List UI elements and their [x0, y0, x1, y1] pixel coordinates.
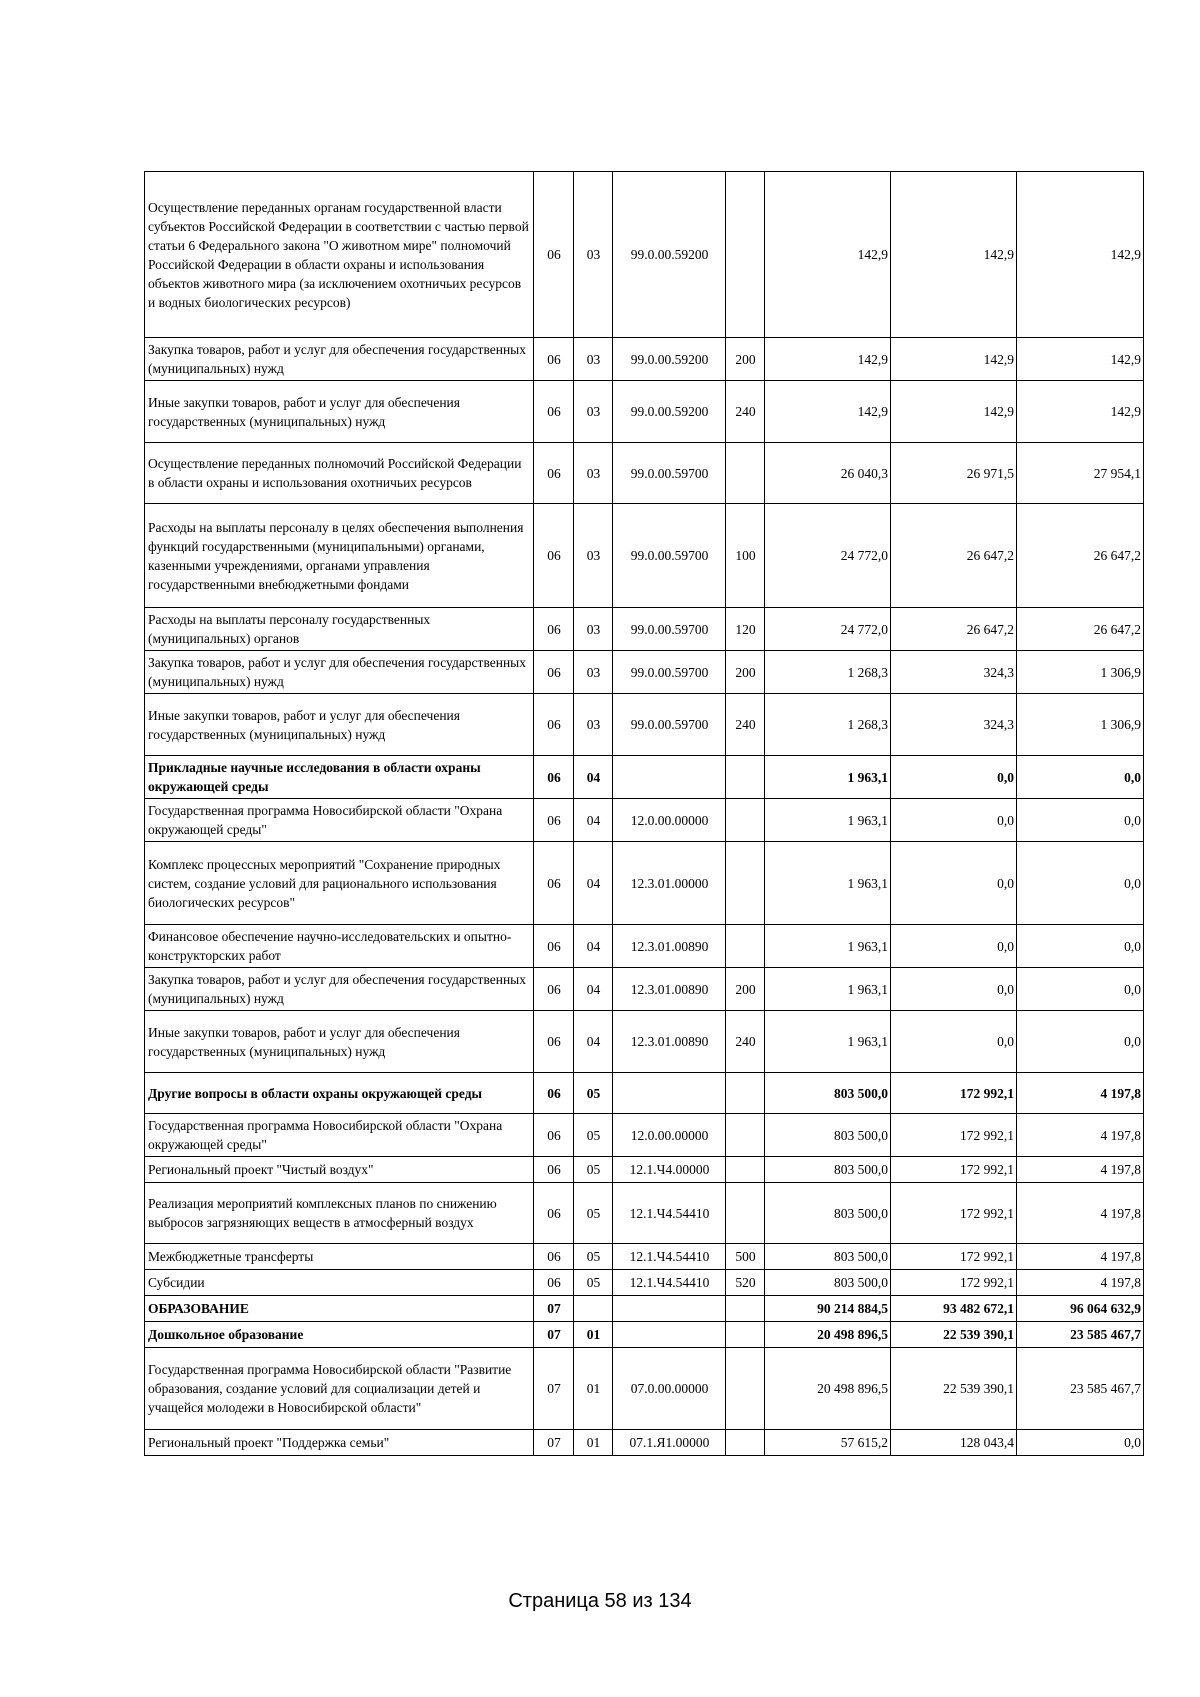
amount-year-2: 324,3	[891, 694, 1017, 756]
amount-year-1: 1 963,1	[765, 968, 891, 1011]
expense-type-code: 200	[726, 338, 765, 381]
section-code: 06	[534, 842, 574, 925]
section-code: 07	[534, 1430, 574, 1456]
target-article-code: 12.3.01.00890	[613, 925, 726, 968]
table-row	[145, 842, 1144, 925]
subsection-code: 04	[574, 756, 613, 799]
table-row	[145, 925, 1144, 968]
amount-year-2: 172 992,1	[891, 1270, 1017, 1296]
section-code: 07	[534, 1348, 574, 1430]
amount-year-3: 26 647,2	[1017, 608, 1144, 651]
row-name: Финансовое обеспечение научно-исследовательских и опытно-конструкторских работ	[145, 925, 534, 968]
row-name: Иные закупки товаров, работ и услуг для обеспечения государственных (муниципальных) нужд	[145, 694, 534, 756]
subsection-code: 05	[574, 1270, 613, 1296]
table-body	[145, 172, 1144, 1456]
row-name: Осуществление переданных органам государственной власти субъектов Российской Федерации в соответствии с частью первой статьи 6 Федерального закона "О животном мире" полномочий Российской Федерации в области охраны и использования объектов животного мира (за исключением охотничьих ресурсов и водных биологических ресурсов)	[145, 172, 534, 338]
section-code: 06	[534, 504, 574, 608]
subsection-code: 03	[574, 172, 613, 338]
amount-year-1: 1 963,1	[765, 1011, 891, 1073]
section-code: 07	[534, 1296, 574, 1322]
amount-year-1: 1 963,1	[765, 925, 891, 968]
subsection-code: 01	[574, 1348, 613, 1430]
row-name: Региональный проект "Чистый воздух"	[145, 1157, 534, 1183]
target-article-code	[613, 1073, 726, 1114]
row-name: Реализация мероприятий комплексных планов по снижению выбросов загрязняющих веществ в атмосферный воздух	[145, 1183, 534, 1244]
table-row	[145, 756, 1144, 799]
amount-year-2: 22 539 390,1	[891, 1322, 1017, 1348]
amount-year-3: 4 197,8	[1017, 1073, 1144, 1114]
expense-type-code: 120	[726, 608, 765, 651]
table-row	[145, 694, 1144, 756]
amount-year-2: 0,0	[891, 799, 1017, 842]
subsection-code: 03	[574, 443, 613, 504]
amount-year-1: 803 500,0	[765, 1114, 891, 1157]
target-article-code: 12.0.00.00000	[613, 1114, 726, 1157]
amount-year-2: 142,9	[891, 381, 1017, 443]
amount-year-2: 0,0	[891, 1011, 1017, 1073]
target-article-code: 12.1.Ч4.00000	[613, 1157, 726, 1183]
amount-year-2: 172 992,1	[891, 1114, 1017, 1157]
section-code: 06	[534, 694, 574, 756]
section-code: 06	[534, 443, 574, 504]
amount-year-3: 1 306,9	[1017, 651, 1144, 694]
row-name: Закупка товаров, работ и услуг для обеспечения государственных (муниципальных) нужд	[145, 338, 534, 381]
expense-type-code: 240	[726, 694, 765, 756]
amount-year-3: 96 064 632,9	[1017, 1296, 1144, 1322]
subsection-code: 05	[574, 1114, 613, 1157]
table-row	[145, 651, 1144, 694]
target-article-code: 99.0.00.59700	[613, 651, 726, 694]
target-article-code	[613, 756, 726, 799]
section-code: 06	[534, 1244, 574, 1270]
amount-year-3: 0,0	[1017, 799, 1144, 842]
expense-type-code	[726, 1114, 765, 1157]
expense-type-code: 200	[726, 651, 765, 694]
expense-type-code	[726, 925, 765, 968]
expense-type-code	[726, 1322, 765, 1348]
amount-year-2: 93 482 672,1	[891, 1296, 1017, 1322]
subsection-code: 03	[574, 504, 613, 608]
subsection-code: 05	[574, 1073, 613, 1114]
row-name: Государственная программа Новосибирской области "Охрана окружающей среды"	[145, 1114, 534, 1157]
amount-year-2: 172 992,1	[891, 1244, 1017, 1270]
amount-year-1: 26 040,3	[765, 443, 891, 504]
section-code: 06	[534, 1270, 574, 1296]
subsection-code: 04	[574, 925, 613, 968]
table-row	[145, 1348, 1144, 1430]
amount-year-3: 0,0	[1017, 842, 1144, 925]
row-name: Другие вопросы в области охраны окружающей среды	[145, 1073, 534, 1114]
amount-year-3: 0,0	[1017, 925, 1144, 968]
target-article-code	[613, 1296, 726, 1322]
table-row	[145, 1244, 1144, 1270]
table-row	[145, 1183, 1144, 1244]
amount-year-1: 142,9	[765, 381, 891, 443]
section-code: 06	[534, 1114, 574, 1157]
row-name: Осуществление переданных полномочий Российской Федерации в области охраны и использования охотничьих ресурсов	[145, 443, 534, 504]
amount-year-3: 4 197,8	[1017, 1157, 1144, 1183]
amount-year-2: 172 992,1	[891, 1073, 1017, 1114]
amount-year-3: 23 585 467,7	[1017, 1322, 1144, 1348]
section-code: 06	[534, 172, 574, 338]
page-number: Страница 58 из 134	[508, 1590, 692, 1612]
amount-year-2: 172 992,1	[891, 1157, 1017, 1183]
amount-year-1: 57 615,2	[765, 1430, 891, 1456]
expense-type-code: 100	[726, 504, 765, 608]
target-article-code: 99.0.00.59700	[613, 694, 726, 756]
table-row	[145, 1157, 1144, 1183]
target-article-code: 12.1.Ч4.54410	[613, 1183, 726, 1244]
table-row	[145, 1430, 1144, 1456]
section-code: 07	[534, 1322, 574, 1348]
subsection-code: 05	[574, 1183, 613, 1244]
amount-year-2: 142,9	[891, 172, 1017, 338]
amount-year-1: 1 963,1	[765, 799, 891, 842]
target-article-code: 12.1.Ч4.54410	[613, 1270, 726, 1296]
target-article-code: 07.1.Я1.00000	[613, 1430, 726, 1456]
expense-type-code	[726, 799, 765, 842]
expense-type-code	[726, 756, 765, 799]
amount-year-1: 142,9	[765, 338, 891, 381]
table-row	[145, 338, 1144, 381]
amount-year-3: 142,9	[1017, 172, 1144, 338]
amount-year-3: 27 954,1	[1017, 443, 1144, 504]
amount-year-1: 142,9	[765, 172, 891, 338]
amount-year-3: 0,0	[1017, 756, 1144, 799]
expense-type-code	[726, 1430, 765, 1456]
amount-year-2: 0,0	[891, 925, 1017, 968]
subsection-code: 04	[574, 968, 613, 1011]
section-code: 06	[534, 1011, 574, 1073]
amount-year-1: 1 963,1	[765, 842, 891, 925]
subsection-code: 01	[574, 1322, 613, 1348]
subsection-code: 04	[574, 1011, 613, 1073]
subsection-code	[574, 1296, 613, 1322]
row-name: Межбюджетные трансферты	[145, 1244, 534, 1270]
row-name: Закупка товаров, работ и услуг для обеспечения государственных (муниципальных) нужд	[145, 651, 534, 694]
row-name: Дошкольное образование	[145, 1322, 534, 1348]
row-name: Закупка товаров, работ и услуг для обеспечения государственных (муниципальных) нужд	[145, 968, 534, 1011]
row-name: Региональный проект "Поддержка семьи"	[145, 1430, 534, 1456]
table-row	[145, 799, 1144, 842]
table-row	[145, 1322, 1144, 1348]
expense-type-code: 520	[726, 1270, 765, 1296]
table-row	[145, 172, 1144, 338]
row-name: Расходы на выплаты персоналу в целях обеспечения выполнения функций государственными (муниципальными) органами, казенными учреждениями, органами управления государственными внебюджетными фондами	[145, 504, 534, 608]
row-name: ОБРАЗОВАНИЕ	[145, 1296, 534, 1322]
amount-year-1: 803 500,0	[765, 1157, 891, 1183]
target-article-code: 07.0.00.00000	[613, 1348, 726, 1430]
amount-year-2: 324,3	[891, 651, 1017, 694]
subsection-code: 01	[574, 1430, 613, 1456]
amount-year-1: 1 963,1	[765, 756, 891, 799]
amount-year-1: 24 772,0	[765, 504, 891, 608]
expense-type-code	[726, 1183, 765, 1244]
target-article-code: 99.0.00.59700	[613, 504, 726, 608]
row-name: Комплекс процессных мероприятий "Сохранение природных систем, создание условий для рационального использования биологических ресурсов"	[145, 842, 534, 925]
target-article-code: 99.0.00.59200	[613, 338, 726, 381]
section-code: 06	[534, 925, 574, 968]
target-article-code: 99.0.00.59700	[613, 608, 726, 651]
amount-year-2: 0,0	[891, 842, 1017, 925]
expense-type-code: 240	[726, 381, 765, 443]
amount-year-3: 1 306,9	[1017, 694, 1144, 756]
subsection-code: 05	[574, 1157, 613, 1183]
amount-year-3: 0,0	[1017, 1011, 1144, 1073]
amount-year-3: 142,9	[1017, 381, 1144, 443]
table-row	[145, 1011, 1144, 1073]
section-code: 06	[534, 799, 574, 842]
amount-year-3: 0,0	[1017, 1430, 1144, 1456]
section-code: 06	[534, 1157, 574, 1183]
amount-year-3: 142,9	[1017, 338, 1144, 381]
amount-year-2: 22 539 390,1	[891, 1348, 1017, 1430]
amount-year-2: 128 043,4	[891, 1430, 1017, 1456]
table-row	[145, 968, 1144, 1011]
amount-year-1: 24 772,0	[765, 608, 891, 651]
subsection-code: 04	[574, 842, 613, 925]
section-code: 06	[534, 338, 574, 381]
row-name: Иные закупки товаров, работ и услуг для обеспечения государственных (муниципальных) нужд	[145, 1011, 534, 1073]
table-row	[145, 608, 1144, 651]
table-row	[145, 1270, 1144, 1296]
target-article-code: 12.3.01.00890	[613, 968, 726, 1011]
expense-type-code	[726, 1296, 765, 1322]
section-code: 06	[534, 756, 574, 799]
amount-year-1: 1 268,3	[765, 694, 891, 756]
section-code: 06	[534, 968, 574, 1011]
budget-table	[144, 171, 1144, 1456]
target-article-code: 99.0.00.59200	[613, 381, 726, 443]
expense-type-code	[726, 1348, 765, 1430]
expense-type-code	[726, 1157, 765, 1183]
amount-year-3: 4 197,8	[1017, 1270, 1144, 1296]
section-code: 06	[534, 381, 574, 443]
row-name: Государственная программа Новосибирской области "Охрана окружающей среды"	[145, 799, 534, 842]
table-row	[145, 1073, 1144, 1114]
amount-year-1: 20 498 896,5	[765, 1348, 891, 1430]
amount-year-1: 803 500,0	[765, 1183, 891, 1244]
section-code: 06	[534, 1073, 574, 1114]
target-article-code: 12.0.00.00000	[613, 799, 726, 842]
expense-type-code	[726, 443, 765, 504]
amount-year-2: 142,9	[891, 338, 1017, 381]
row-name: Субсидии	[145, 1270, 534, 1296]
target-article-code	[613, 1322, 726, 1348]
amount-year-3: 26 647,2	[1017, 504, 1144, 608]
section-code: 06	[534, 651, 574, 694]
amount-year-2: 26 647,2	[891, 608, 1017, 651]
target-article-code: 12.3.01.00000	[613, 842, 726, 925]
row-name: Государственная программа Новосибирской области "Развитие образования, создание условий для социализации детей и учащейся молодежи в Новосибирской области"	[145, 1348, 534, 1430]
target-article-code: 99.0.00.59200	[613, 172, 726, 338]
subsection-code: 03	[574, 608, 613, 651]
amount-year-3: 4 197,8	[1017, 1114, 1144, 1157]
amount-year-1: 1 268,3	[765, 651, 891, 694]
target-article-code: 12.3.01.00890	[613, 1011, 726, 1073]
target-article-code: 99.0.00.59700	[613, 443, 726, 504]
subsection-code: 05	[574, 1244, 613, 1270]
amount-year-2: 26 971,5	[891, 443, 1017, 504]
expense-type-code	[726, 842, 765, 925]
amount-year-1: 803 500,0	[765, 1244, 891, 1270]
subsection-code: 03	[574, 338, 613, 381]
row-name: Иные закупки товаров, работ и услуг для обеспечения государственных (муниципальных) нужд	[145, 381, 534, 443]
amount-year-3: 23 585 467,7	[1017, 1348, 1144, 1430]
subsection-code: 04	[574, 799, 613, 842]
table-row	[145, 381, 1144, 443]
amount-year-2: 0,0	[891, 756, 1017, 799]
row-name: Прикладные научные исследования в области охраны окружающей среды	[145, 756, 534, 799]
amount-year-1: 803 500,0	[765, 1270, 891, 1296]
amount-year-3: 4 197,8	[1017, 1244, 1144, 1270]
subsection-code: 03	[574, 651, 613, 694]
amount-year-2: 0,0	[891, 968, 1017, 1011]
section-code: 06	[534, 608, 574, 651]
table-row	[145, 1296, 1144, 1322]
subsection-code: 03	[574, 381, 613, 443]
subsection-code: 03	[574, 694, 613, 756]
table-row	[145, 443, 1144, 504]
expense-type-code: 240	[726, 1011, 765, 1073]
amount-year-1: 803 500,0	[765, 1073, 891, 1114]
amount-year-2: 172 992,1	[891, 1183, 1017, 1244]
expense-type-code	[726, 172, 765, 338]
expense-type-code: 500	[726, 1244, 765, 1270]
expense-type-code: 200	[726, 968, 765, 1011]
amount-year-3: 4 197,8	[1017, 1183, 1144, 1244]
section-code: 06	[534, 1183, 574, 1244]
amount-year-3: 0,0	[1017, 968, 1144, 1011]
row-name: Расходы на выплаты персоналу государственных (муниципальных) органов	[145, 608, 534, 651]
amount-year-1: 90 214 884,5	[765, 1296, 891, 1322]
amount-year-2: 26 647,2	[891, 504, 1017, 608]
target-article-code: 12.1.Ч4.54410	[613, 1244, 726, 1270]
table-row	[145, 504, 1144, 608]
expense-type-code	[726, 1073, 765, 1114]
amount-year-1: 20 498 896,5	[765, 1322, 891, 1348]
table-row	[145, 1114, 1144, 1157]
